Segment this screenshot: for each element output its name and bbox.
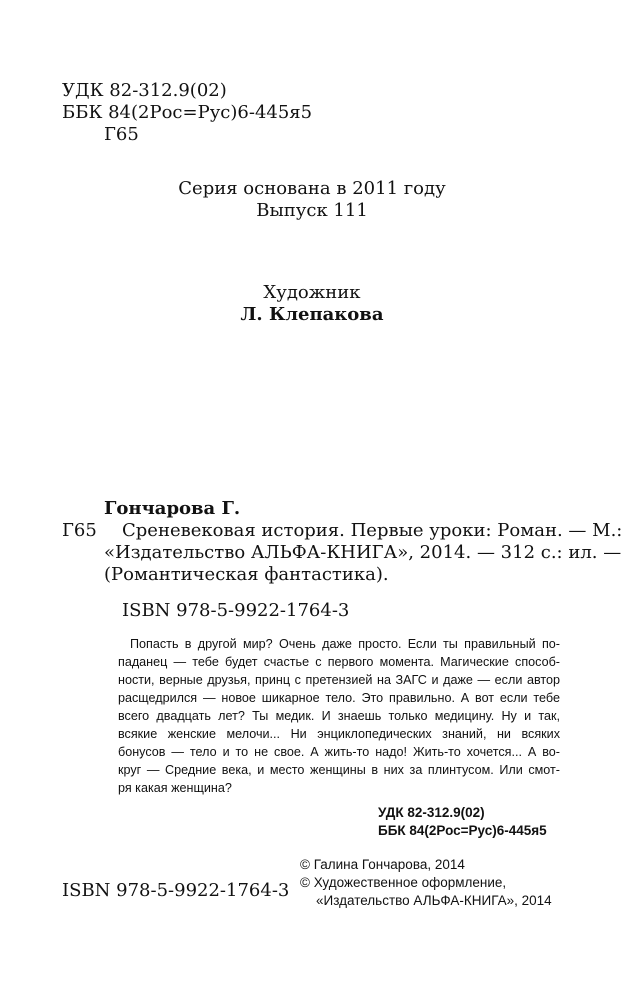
artist-label: Художник: [263, 282, 361, 303]
footer-isbn: ISBN 978-5-9922-1764-3: [62, 880, 290, 901]
bib-description: [104, 520, 623, 586]
bib-isbn: ISBN 978-5-9922-1764-3: [122, 600, 350, 621]
bib-author: Гончарова Г.: [104, 498, 241, 519]
series-issue: Выпуск 111: [256, 200, 368, 221]
annotation-line: ности, верные друзья, принц с претензией на ЗАГС и даже — если автор: [118, 673, 560, 687]
annotation-line: всего двадцать лет? Ты медик. И знаешь только медицину. Ну и так,: [118, 709, 560, 723]
bib-line: «Издательство АЛЬФА-КНИГА», 2014. — 312 с.: ил. —: [104, 542, 622, 563]
bbk-code: ББК 84(2Рос=Рус)6-445я5: [62, 102, 313, 123]
bib-line: Сренeвековая история. Первые уроки: Роман. — М.:: [122, 520, 623, 541]
annotation-line: всякие женские мелочи... Ни энциклопедических знаний, ни всяких: [118, 727, 560, 741]
annotation-line: паданец — тебе будет счастье с первого момента. Магические способ-: [118, 655, 560, 669]
copyright-author: © Галина Гончарова, 2014: [300, 857, 465, 872]
footer-udk: УДК 82-312.9(02): [378, 805, 485, 820]
bib-line: (Романтическая фантастика).: [104, 564, 389, 585]
annotation-line: ря какая женщина?: [118, 781, 232, 795]
artist-name: Л. Клепакова: [240, 304, 384, 325]
annotation-line: бонусов — тело и то не свое. А жить-то надо! Жить-то хочется... А во-: [118, 745, 560, 759]
footer-bbk: ББК 84(2Рос=Рус)6-445я5: [378, 823, 547, 838]
annotation-line: расщедрился — новое шикарное тело. Это правильно. А вот если тебе: [118, 691, 560, 705]
bib-author-mark: Г65: [62, 520, 97, 541]
annotation: [118, 635, 560, 797]
copyright-design: © Художественное оформление,: [300, 875, 507, 890]
udk-code: УДК 82-312.9(02): [62, 80, 227, 101]
series-founded: Серия основана в 2011 году: [178, 178, 446, 199]
annotation-line: круг — Средние века, и место женщины в них за плинтусом. Или смот-: [118, 763, 560, 777]
copyright-publisher: «Издательство АЛЬФА-КНИГА», 2014: [316, 893, 552, 908]
annotation-line: Попасть в другой мир? Очень даже просто. Если ты правильный по-: [130, 637, 560, 651]
author-mark: Г65: [104, 124, 139, 145]
